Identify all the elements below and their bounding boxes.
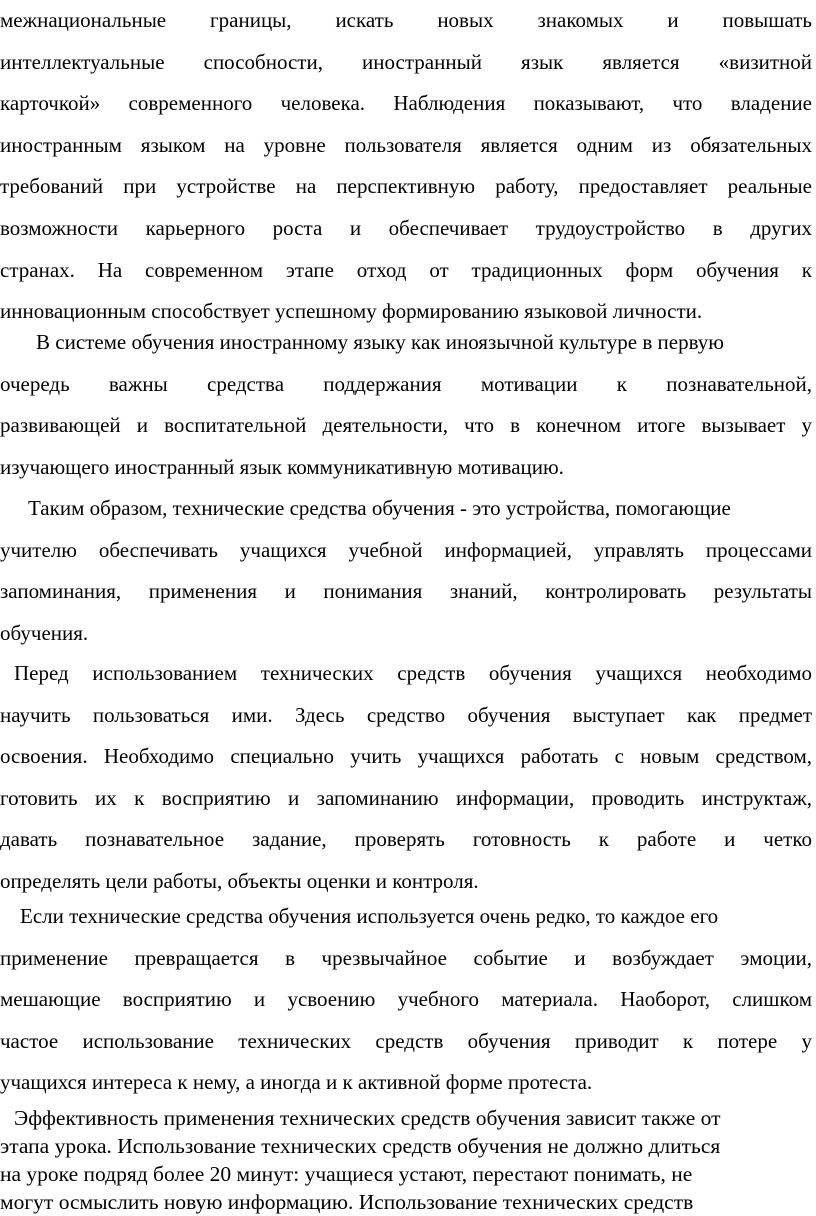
text-line: освоения. Необходимо специально учить учащихся работать с новым средством, <box>0 744 812 769</box>
text-line: учителю обеспечивать учащихся учебной информацией, управлять процессами <box>0 537 812 562</box>
text-line: возможности карьерного роста и обеспечивает трудоустройство в других <box>0 215 812 240</box>
paragraph <box>0 1104 812 1216</box>
text-line: очередь важны средства поддержания мотивации к познавательной, <box>0 371 812 396</box>
text-line: запоминания, применения и понимания знаний, контролировать результаты <box>0 579 812 604</box>
text-line: давать познавательное задание, проверять готовность к работе и четко <box>0 827 812 852</box>
text-line: этапа урока. Использование технических средств обучения не должно длиться <box>0 1134 721 1158</box>
text-line: интеллектуальные способности, иностранный язык является «визитной <box>0 49 812 74</box>
paragraph <box>0 896 812 1104</box>
paragraph <box>0 0 812 333</box>
text-line: определять цели работы, объекты оценки и контроля. <box>0 868 479 893</box>
text-line: применение превращается в чрезвычайное событие и возбуждает эмоции, <box>0 945 812 970</box>
text-line: на уроке подряд более 20 минут: учащиеся устают, перестают понимать, не <box>0 1162 693 1186</box>
text-line: могут осмыслить новую информацию. Использование технических средств <box>0 1190 694 1214</box>
text-line: развивающей и воспитательной деятельности, что в конечном итоге вызывает у <box>0 413 812 438</box>
paragraph <box>0 488 812 654</box>
text-line: мешающие восприятию и усвоению учебного материала. Наоборот, слишком <box>0 987 812 1012</box>
text-line: карточкой» современного человека. Наблюдения показывают, что владение <box>0 91 812 116</box>
text-line: Перед использованием технических средств обучения учащихся необходимо <box>14 661 812 685</box>
text-line: иностранным языком на уровне пользователя является одним из обязательных <box>0 132 812 157</box>
text-line: В системе обучения иностранному языку как иноязычной культуре в первую <box>36 330 724 354</box>
text-line: межнациональные границы, искать новых знакомых и повышать <box>0 8 812 32</box>
text-line: Эффективность применения технических средств обучения зависит также от <box>14 1106 721 1130</box>
text-line: Таким образом, технические средства обучения - это устройства, помогающие <box>28 496 731 520</box>
text-line: учащихся интереса к нему, а иногда и к активной форме протеста. <box>0 1070 593 1095</box>
paragraph <box>0 653 812 903</box>
text-line: Если технические средства обучения используется очень редко, то каждое его <box>20 904 719 928</box>
paragraph <box>0 322 812 488</box>
text-line: частое использование технических средств обучения приводит к потере у <box>0 1028 812 1053</box>
text-line: обучения. <box>0 620 89 645</box>
text-line: инновационным способствует успешному формированию языковой личности. <box>0 299 703 324</box>
text-line: научить пользоваться ими. Здесь средство обучения выступает как предмет <box>0 702 812 727</box>
text-line: требований при устройстве на перспективную работу, предоставляет реальные <box>0 174 812 199</box>
text-line: готовить их к восприятию и запоминанию информации, проводить инструктаж, <box>0 785 812 810</box>
text-line: изучающего иностранный язык коммуникативную мотивацию. <box>0 454 564 479</box>
text-line: странах. На современном этапе отход от традиционных форм обучения к <box>0 257 812 282</box>
